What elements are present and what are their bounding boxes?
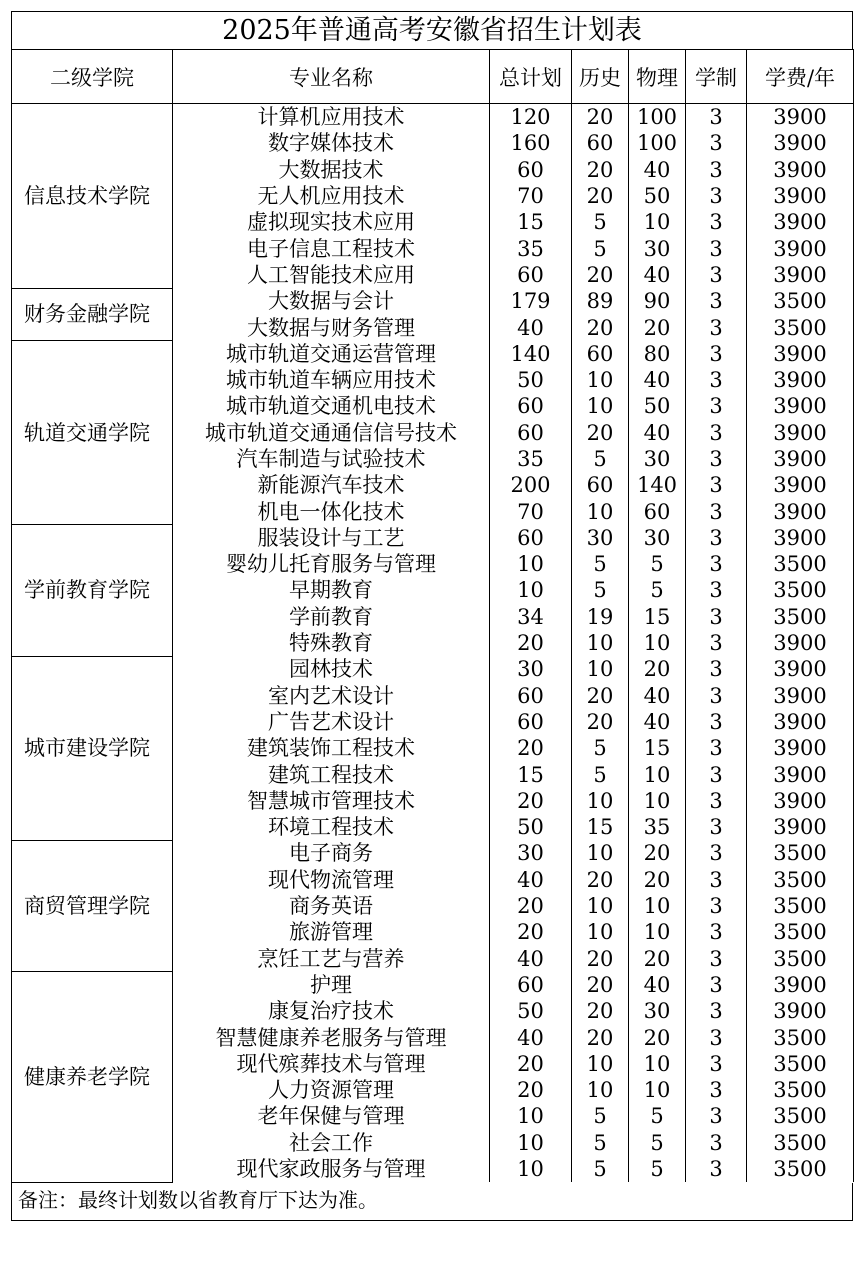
history-plan-cell: 5 — [572, 735, 629, 761]
total-plan-cell: 10 — [490, 1130, 572, 1156]
total-plan-cell: 50 — [490, 814, 572, 840]
physics-plan-cell: 20 — [629, 840, 686, 866]
history-plan-cell: 10 — [572, 893, 629, 919]
header-total: 总计划 — [490, 50, 572, 104]
physics-plan-cell: 5 — [629, 1156, 686, 1182]
physics-plan-cell: 15 — [629, 735, 686, 761]
table-row — [12, 656, 854, 682]
major-name-cell: 虚拟现实技术应用 — [173, 209, 490, 235]
major-name-cell: 现代殡葬技术与管理 — [173, 1051, 490, 1077]
history-plan-cell: 10 — [572, 393, 629, 419]
tuition-cell: 3500 — [747, 919, 854, 945]
total-plan-cell: 20 — [490, 630, 572, 656]
major-name-cell: 环境工程技术 — [173, 814, 490, 840]
duration-cell: 3 — [686, 525, 747, 551]
tuition-cell: 3500 — [747, 1024, 854, 1050]
total-plan-cell: 35 — [490, 235, 572, 261]
major-name-cell: 数字媒体技术 — [173, 130, 490, 156]
history-plan-cell: 15 — [572, 814, 629, 840]
total-plan-cell: 179 — [490, 288, 572, 314]
physics-plan-cell: 20 — [629, 1024, 686, 1050]
history-plan-cell: 60 — [572, 130, 629, 156]
tuition-cell: 3900 — [747, 998, 854, 1024]
history-plan-cell: 20 — [572, 420, 629, 446]
duration-cell: 3 — [686, 656, 747, 682]
major-name-cell: 建筑装饰工程技术 — [173, 735, 490, 761]
tuition-cell: 3900 — [747, 104, 854, 131]
duration-cell: 3 — [686, 840, 747, 866]
college-name: 轨道交通学院 — [12, 341, 173, 525]
physics-plan-cell: 10 — [629, 1077, 686, 1103]
duration-cell: 3 — [686, 288, 747, 314]
footnote: 备注：最终计划数以省教育厅下达为准。 — [11, 1183, 853, 1221]
history-plan-cell: 20 — [572, 709, 629, 735]
physics-plan-cell: 20 — [629, 656, 686, 682]
tuition-cell: 3500 — [747, 1051, 854, 1077]
header-history: 历史 — [572, 50, 629, 104]
major-name-cell: 城市轨道车辆应用技术 — [173, 367, 490, 393]
major-name-cell: 建筑工程技术 — [173, 761, 490, 787]
major-name-cell: 社会工作 — [173, 1130, 490, 1156]
total-plan-cell: 30 — [490, 656, 572, 682]
header-fee: 学费/年 — [747, 50, 854, 104]
tuition-cell: 3900 — [747, 262, 854, 288]
table-row — [12, 341, 854, 367]
major-name-cell: 大数据技术 — [173, 157, 490, 183]
physics-plan-cell: 60 — [629, 498, 686, 524]
physics-plan-cell: 40 — [629, 683, 686, 709]
duration-cell: 3 — [686, 788, 747, 814]
history-plan-cell: 60 — [572, 341, 629, 367]
duration-cell: 3 — [686, 946, 747, 972]
physics-plan-cell: 10 — [629, 788, 686, 814]
page-title: 2025年普通高考安徽省招生计划表 — [11, 11, 853, 49]
duration-cell: 3 — [686, 1130, 747, 1156]
history-plan-cell: 20 — [572, 946, 629, 972]
physics-plan-cell: 30 — [629, 446, 686, 472]
major-name-cell: 城市轨道交通通信信号技术 — [173, 420, 490, 446]
tuition-cell: 3500 — [747, 1103, 854, 1129]
tuition-cell: 3900 — [747, 235, 854, 261]
major-name-cell: 康复治疗技术 — [173, 998, 490, 1024]
total-plan-cell: 60 — [490, 972, 572, 998]
major-name-cell: 旅游管理 — [173, 919, 490, 945]
major-name-cell: 大数据与会计 — [173, 288, 490, 314]
history-plan-cell: 5 — [572, 551, 629, 577]
duration-cell: 3 — [686, 735, 747, 761]
major-name-cell: 婴幼儿托育服务与管理 — [173, 551, 490, 577]
duration-cell: 3 — [686, 867, 747, 893]
total-plan-cell: 70 — [490, 183, 572, 209]
tuition-cell: 3900 — [747, 630, 854, 656]
table-row — [12, 104, 854, 131]
header-college: 二级学院 — [12, 50, 173, 104]
total-plan-cell: 160 — [490, 130, 572, 156]
major-name-cell: 机电一体化技术 — [173, 498, 490, 524]
duration-cell: 3 — [686, 551, 747, 577]
history-plan-cell: 5 — [572, 1130, 629, 1156]
history-plan-cell: 5 — [572, 446, 629, 472]
college-name: 城市建设学院 — [12, 656, 173, 840]
physics-plan-cell: 40 — [629, 972, 686, 998]
table-row — [12, 840, 854, 866]
history-plan-cell: 10 — [572, 367, 629, 393]
tuition-cell: 3900 — [747, 183, 854, 209]
major-name-cell: 学前教育 — [173, 604, 490, 630]
table-row — [12, 288, 854, 314]
duration-cell: 3 — [686, 1103, 747, 1129]
history-plan-cell: 10 — [572, 919, 629, 945]
duration-cell: 3 — [686, 1024, 747, 1050]
tuition-cell: 3500 — [747, 314, 854, 340]
duration-cell: 3 — [686, 183, 747, 209]
history-plan-cell: 10 — [572, 840, 629, 866]
physics-plan-cell: 35 — [629, 814, 686, 840]
total-plan-cell: 60 — [490, 525, 572, 551]
tuition-cell: 3500 — [747, 946, 854, 972]
duration-cell: 3 — [686, 446, 747, 472]
physics-plan-cell: 10 — [629, 893, 686, 919]
tuition-cell: 3900 — [747, 735, 854, 761]
history-plan-cell: 20 — [572, 183, 629, 209]
history-plan-cell: 5 — [572, 1156, 629, 1182]
physics-plan-cell: 40 — [629, 262, 686, 288]
tuition-cell: 3500 — [747, 577, 854, 603]
total-plan-cell: 60 — [490, 683, 572, 709]
history-plan-cell: 5 — [572, 1103, 629, 1129]
history-plan-cell: 20 — [572, 1024, 629, 1050]
major-name-cell: 汽车制造与试验技术 — [173, 446, 490, 472]
total-plan-cell: 20 — [490, 1051, 572, 1077]
history-plan-cell: 89 — [572, 288, 629, 314]
history-plan-cell: 20 — [572, 867, 629, 893]
physics-plan-cell: 40 — [629, 420, 686, 446]
duration-cell: 3 — [686, 157, 747, 183]
total-plan-cell: 140 — [490, 341, 572, 367]
header-years: 学制 — [686, 50, 747, 104]
total-plan-cell: 70 — [490, 498, 572, 524]
total-plan-cell: 20 — [490, 1077, 572, 1103]
tuition-cell: 3900 — [747, 525, 854, 551]
physics-plan-cell: 40 — [629, 367, 686, 393]
total-plan-cell: 10 — [490, 551, 572, 577]
total-plan-cell: 34 — [490, 604, 572, 630]
major-name-cell: 室内艺术设计 — [173, 683, 490, 709]
major-name-cell: 电子信息工程技术 — [173, 235, 490, 261]
total-plan-cell: 10 — [490, 577, 572, 603]
duration-cell: 3 — [686, 420, 747, 446]
duration-cell: 3 — [686, 472, 747, 498]
history-plan-cell: 10 — [572, 1077, 629, 1103]
physics-plan-cell: 30 — [629, 998, 686, 1024]
duration-cell: 3 — [686, 683, 747, 709]
college-name: 信息技术学院 — [12, 104, 173, 289]
history-plan-cell: 20 — [572, 683, 629, 709]
table-row — [12, 525, 854, 551]
major-name-cell: 新能源汽车技术 — [173, 472, 490, 498]
duration-cell: 3 — [686, 630, 747, 656]
tuition-cell: 3900 — [747, 393, 854, 419]
physics-plan-cell: 10 — [629, 919, 686, 945]
tuition-cell: 3900 — [747, 683, 854, 709]
enrollment-plan-sheet — [11, 11, 853, 1221]
tuition-cell: 3900 — [747, 367, 854, 393]
total-plan-cell: 60 — [490, 709, 572, 735]
major-name-cell: 电子商务 — [173, 840, 490, 866]
duration-cell: 3 — [686, 1051, 747, 1077]
history-plan-cell: 5 — [572, 761, 629, 787]
history-plan-cell: 19 — [572, 604, 629, 630]
total-plan-cell: 50 — [490, 367, 572, 393]
physics-plan-cell: 10 — [629, 630, 686, 656]
duration-cell: 3 — [686, 130, 747, 156]
total-plan-cell: 20 — [490, 893, 572, 919]
major-name-cell: 人工智能技术应用 — [173, 262, 490, 288]
history-plan-cell: 10 — [572, 630, 629, 656]
duration-cell: 3 — [686, 1077, 747, 1103]
physics-plan-cell: 40 — [629, 157, 686, 183]
total-plan-cell: 40 — [490, 867, 572, 893]
history-plan-cell: 10 — [572, 498, 629, 524]
physics-plan-cell: 30 — [629, 525, 686, 551]
total-plan-cell: 20 — [490, 735, 572, 761]
duration-cell: 3 — [686, 209, 747, 235]
history-plan-cell: 60 — [572, 472, 629, 498]
tuition-cell: 3900 — [747, 761, 854, 787]
major-name-cell: 商务英语 — [173, 893, 490, 919]
major-name-cell: 大数据与财务管理 — [173, 314, 490, 340]
tuition-cell: 3900 — [747, 130, 854, 156]
history-plan-cell: 20 — [572, 972, 629, 998]
tuition-cell: 3500 — [747, 1156, 854, 1182]
duration-cell: 3 — [686, 235, 747, 261]
header-major: 专业名称 — [173, 50, 490, 104]
college-name: 财务金融学院 — [12, 288, 173, 341]
major-name-cell: 特殊教育 — [173, 630, 490, 656]
physics-plan-cell: 15 — [629, 604, 686, 630]
major-name-cell: 智慧健康养老服务与管理 — [173, 1024, 490, 1050]
tuition-cell: 3900 — [747, 814, 854, 840]
history-plan-cell: 5 — [572, 577, 629, 603]
major-name-cell: 现代物流管理 — [173, 867, 490, 893]
duration-cell: 3 — [686, 972, 747, 998]
duration-cell: 3 — [686, 893, 747, 919]
college-name: 商贸管理学院 — [12, 840, 173, 971]
major-name-cell: 城市轨道交通运营管理 — [173, 341, 490, 367]
physics-plan-cell: 100 — [629, 130, 686, 156]
history-plan-cell: 20 — [572, 104, 629, 131]
history-plan-cell: 10 — [572, 656, 629, 682]
total-plan-cell: 60 — [490, 420, 572, 446]
physics-plan-cell: 100 — [629, 104, 686, 131]
physics-plan-cell: 80 — [629, 341, 686, 367]
total-plan-cell: 60 — [490, 157, 572, 183]
total-plan-cell: 35 — [490, 446, 572, 472]
tuition-cell: 3500 — [747, 840, 854, 866]
physics-plan-cell: 40 — [629, 709, 686, 735]
major-name-cell: 护理 — [173, 972, 490, 998]
tuition-cell: 3500 — [747, 551, 854, 577]
total-plan-cell: 20 — [490, 919, 572, 945]
duration-cell: 3 — [686, 393, 747, 419]
tuition-cell: 3500 — [747, 288, 854, 314]
tuition-cell: 3900 — [747, 446, 854, 472]
tuition-cell: 3900 — [747, 788, 854, 814]
total-plan-cell: 60 — [490, 262, 572, 288]
enrollment-plan-table — [11, 49, 854, 1183]
major-name-cell: 计算机应用技术 — [173, 104, 490, 131]
tuition-cell: 3900 — [747, 209, 854, 235]
duration-cell: 3 — [686, 367, 747, 393]
major-name-cell: 园林技术 — [173, 656, 490, 682]
physics-plan-cell: 20 — [629, 314, 686, 340]
major-name-cell: 无人机应用技术 — [173, 183, 490, 209]
total-plan-cell: 40 — [490, 314, 572, 340]
history-plan-cell: 10 — [572, 788, 629, 814]
physics-plan-cell: 5 — [629, 577, 686, 603]
major-name-cell: 人力资源管理 — [173, 1077, 490, 1103]
duration-cell: 3 — [686, 498, 747, 524]
physics-plan-cell: 5 — [629, 1130, 686, 1156]
total-plan-cell: 10 — [490, 1103, 572, 1129]
physics-plan-cell: 20 — [629, 946, 686, 972]
major-name-cell: 早期教育 — [173, 577, 490, 603]
total-plan-cell: 120 — [490, 104, 572, 131]
tuition-cell: 3900 — [747, 498, 854, 524]
major-name-cell: 城市轨道交通机电技术 — [173, 393, 490, 419]
tuition-cell: 3900 — [747, 341, 854, 367]
duration-cell: 3 — [686, 104, 747, 131]
tuition-cell: 3900 — [747, 157, 854, 183]
physics-plan-cell: 50 — [629, 393, 686, 419]
total-plan-cell: 40 — [490, 946, 572, 972]
header-row — [12, 50, 854, 104]
tuition-cell: 3500 — [747, 893, 854, 919]
tuition-cell: 3500 — [747, 1130, 854, 1156]
total-plan-cell: 200 — [490, 472, 572, 498]
history-plan-cell: 5 — [572, 209, 629, 235]
history-plan-cell: 20 — [572, 314, 629, 340]
history-plan-cell: 5 — [572, 235, 629, 261]
duration-cell: 3 — [686, 341, 747, 367]
physics-plan-cell: 5 — [629, 551, 686, 577]
physics-plan-cell: 20 — [629, 867, 686, 893]
tuition-cell: 3900 — [747, 420, 854, 446]
total-plan-cell: 20 — [490, 788, 572, 814]
physics-plan-cell: 10 — [629, 1051, 686, 1077]
major-name-cell: 烹饪工艺与营养 — [173, 946, 490, 972]
major-name-cell: 智慧城市管理技术 — [173, 788, 490, 814]
physics-plan-cell: 90 — [629, 288, 686, 314]
college-name: 学前教育学院 — [12, 525, 173, 656]
duration-cell: 3 — [686, 262, 747, 288]
duration-cell: 3 — [686, 1156, 747, 1182]
table-body — [12, 104, 854, 1183]
tuition-cell: 3500 — [747, 1077, 854, 1103]
history-plan-cell: 20 — [572, 262, 629, 288]
duration-cell: 3 — [686, 998, 747, 1024]
total-plan-cell: 15 — [490, 209, 572, 235]
tuition-cell: 3500 — [747, 867, 854, 893]
duration-cell: 3 — [686, 814, 747, 840]
duration-cell: 3 — [686, 709, 747, 735]
tuition-cell: 3900 — [747, 972, 854, 998]
table-row — [12, 972, 854, 998]
major-name-cell: 广告艺术设计 — [173, 709, 490, 735]
physics-plan-cell: 50 — [629, 183, 686, 209]
history-plan-cell: 20 — [572, 157, 629, 183]
physics-plan-cell: 10 — [629, 209, 686, 235]
college-name: 健康养老学院 — [12, 972, 173, 1182]
physics-plan-cell: 10 — [629, 761, 686, 787]
physics-plan-cell: 5 — [629, 1103, 686, 1129]
total-plan-cell: 30 — [490, 840, 572, 866]
major-name-cell: 现代家政服务与管理 — [173, 1156, 490, 1182]
total-plan-cell: 40 — [490, 1024, 572, 1050]
major-name-cell: 老年保健与管理 — [173, 1103, 490, 1129]
tuition-cell: 3500 — [747, 604, 854, 630]
duration-cell: 3 — [686, 604, 747, 630]
physics-plan-cell: 140 — [629, 472, 686, 498]
total-plan-cell: 50 — [490, 998, 572, 1024]
major-name-cell: 服装设计与工艺 — [173, 525, 490, 551]
tuition-cell: 3900 — [747, 472, 854, 498]
duration-cell: 3 — [686, 761, 747, 787]
history-plan-cell: 10 — [572, 1051, 629, 1077]
tuition-cell: 3900 — [747, 656, 854, 682]
physics-plan-cell: 30 — [629, 235, 686, 261]
duration-cell: 3 — [686, 919, 747, 945]
total-plan-cell: 60 — [490, 393, 572, 419]
tuition-cell: 3900 — [747, 709, 854, 735]
total-plan-cell: 10 — [490, 1156, 572, 1182]
header-physics: 物理 — [629, 50, 686, 104]
total-plan-cell: 15 — [490, 761, 572, 787]
duration-cell: 3 — [686, 314, 747, 340]
duration-cell: 3 — [686, 577, 747, 603]
history-plan-cell: 30 — [572, 525, 629, 551]
history-plan-cell: 20 — [572, 998, 629, 1024]
